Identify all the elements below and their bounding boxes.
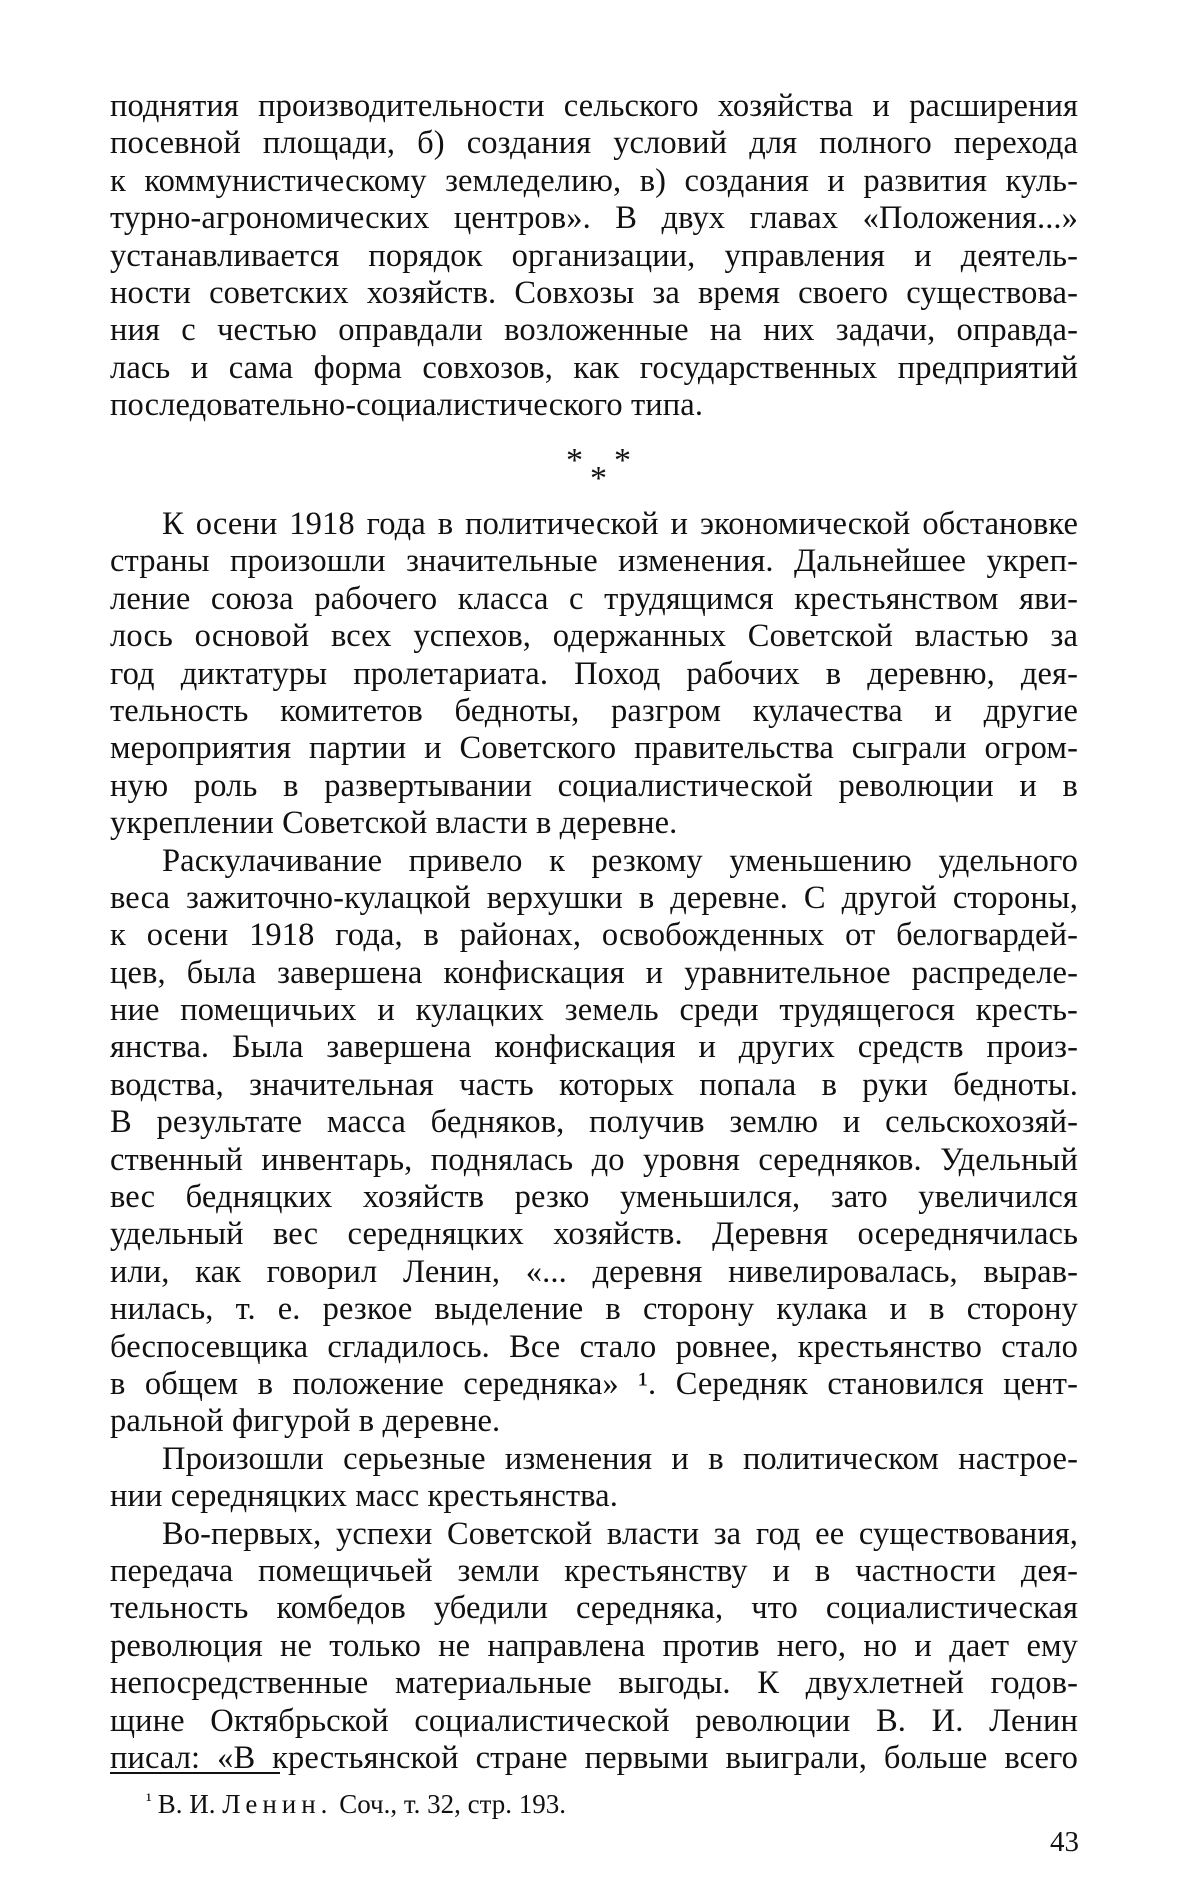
text-line: передача помещичьей земли крестьянству и в частности дея-: [110, 1552, 1078, 1589]
text-line: Раскулачивание привело к резкому уменьшению удельного: [162, 842, 1078, 879]
text-line: посевной площади, б) создания условий для полного перехода: [110, 125, 1078, 162]
page-number: 43: [1050, 1826, 1079, 1858]
text-line: поднятия производительности сельского хозяйства и расширения: [110, 88, 1078, 124]
text-line: ральной фигурой в деревне.: [110, 1403, 501, 1440]
footnote-author: Ленин.: [222, 1789, 333, 1819]
text-line: цев, была завершена конфискация и уравнительное распределе-: [110, 954, 1078, 991]
section-body: [110, 506, 1078, 1777]
text-line: тельность комбедов убедили середняка, что социалистическая: [110, 1590, 1078, 1627]
text-line: ния с честью оправдали возложенные на них задачи, оправда-: [110, 312, 1078, 349]
text-line: устанавливается порядок организации, управления и деятель-: [110, 237, 1078, 274]
paragraph: [110, 1441, 1078, 1516]
text-line: турно-агрономических центров». В двух главах «Положения...»: [110, 200, 1078, 237]
text-line: Произошли серьезные изменения и в политическом настрое-: [162, 1440, 1078, 1477]
text-line: вес бедняцких хозяйств резко уменьшился, зато увеличился: [110, 1179, 1078, 1216]
text-line: веса зажиточно-кулацкой верхушки в деревне. С другой стороны,: [110, 879, 1078, 916]
text-line: нии середняцких масс крестьянства.: [110, 1478, 618, 1515]
text-line: ную роль в развертывании социалистической революции и в: [110, 767, 1078, 804]
text-line: в общем в положение середняка» ¹. Середняк становился цент-: [110, 1365, 1078, 1402]
text-line: страны произошли значительные изменения. Дальнейшее укреп-: [110, 543, 1078, 580]
footnote-text-after: Соч., т. 32, стр. 193.: [332, 1789, 566, 1819]
text-line: тельность комитетов бедноты, разгром кулачества и другие: [110, 692, 1078, 729]
text-line: год диктатуры пролетариата. Поход рабочих в деревню, дея-: [110, 655, 1078, 692]
text-line: к осени 1918 года, в районах, освобожденных от белогвардей-: [110, 917, 1078, 954]
text-line: Во-первых, успехи Советской власти за год ее существования,: [162, 1515, 1078, 1552]
text-line: или, как говорил Ленин, «... деревня нивелировалась, вырав-: [110, 1253, 1078, 1290]
text-line: щине Октябрьской социалистической революции В. И. Ленин: [110, 1702, 1078, 1739]
paragraph: [110, 506, 1078, 843]
footnote-rule: [110, 1772, 280, 1774]
paragraph: [110, 1516, 1078, 1778]
text-line: К осени 1918 года в политической и экономической обстановке: [162, 506, 1078, 542]
text-line: революция не только не направлена против него, но и дает ему: [110, 1627, 1078, 1664]
text-line: непосредственные материальные выгоды. К двухлетней годов-: [110, 1665, 1078, 1702]
asterisk: *: [590, 460, 607, 497]
text-line: писал: «В крестьянской стране первыми выиграли, больше всего: [110, 1739, 1078, 1776]
asterisk: *: [566, 442, 583, 479]
text-line: ление союза рабочего класса с трудящимся крестьянством яви-: [110, 580, 1078, 617]
text-line: последовательно-социалистического типа.: [110, 387, 704, 424]
text-line: беспосевщика сгладилось. Все стало ровнее, крестьянство стало: [110, 1328, 1078, 1365]
text-line: ственный инвентарь, поднялась до уровня середняков. Удельный: [110, 1141, 1078, 1178]
text-line: к коммунистическому земледелию, в) создания и развития куль-: [110, 162, 1078, 199]
footnote-text-before: В. И.: [157, 1789, 223, 1819]
asterisk: *: [614, 442, 631, 479]
paragraph-continued: [110, 88, 1078, 425]
text-line: лась и сама форма совхозов, как государственных предприятий: [110, 349, 1078, 386]
text-line: ности советских хозяйств. Совхозы за время своего существова-: [110, 274, 1078, 311]
text-line: мероприятия партии и Советского правительства сыграли огром-: [110, 730, 1078, 767]
text-line: укреплении Советской власти в деревне.: [110, 805, 678, 842]
text-line: удельный вес середняцких хозяйств. Деревня осереднячилась: [110, 1216, 1078, 1253]
text-line: водства, значительная часть которых попала в руки бедноты.: [110, 1066, 1078, 1103]
text-line: ние помещичьих и кулацких земель среди трудящегося кресть-: [110, 992, 1078, 1029]
footnote-marker: ¹: [146, 1790, 152, 1811]
text-column: [110, 88, 1078, 1776]
text-line: янства. Была завершена конфискация и других средств произ-: [110, 1029, 1078, 1066]
footnote: [146, 1788, 566, 1824]
text-line: лось основой всех успехов, одержанных Советской властью за: [110, 618, 1078, 655]
text-line: нилась, т. е. резкое выделение в сторону кулака и в сторону: [110, 1291, 1078, 1328]
section-separator: [110, 440, 1078, 500]
text-line: В результате масса бедняков, получив землю и сельскохозяй-: [110, 1104, 1078, 1141]
paragraph: [110, 843, 1078, 1441]
